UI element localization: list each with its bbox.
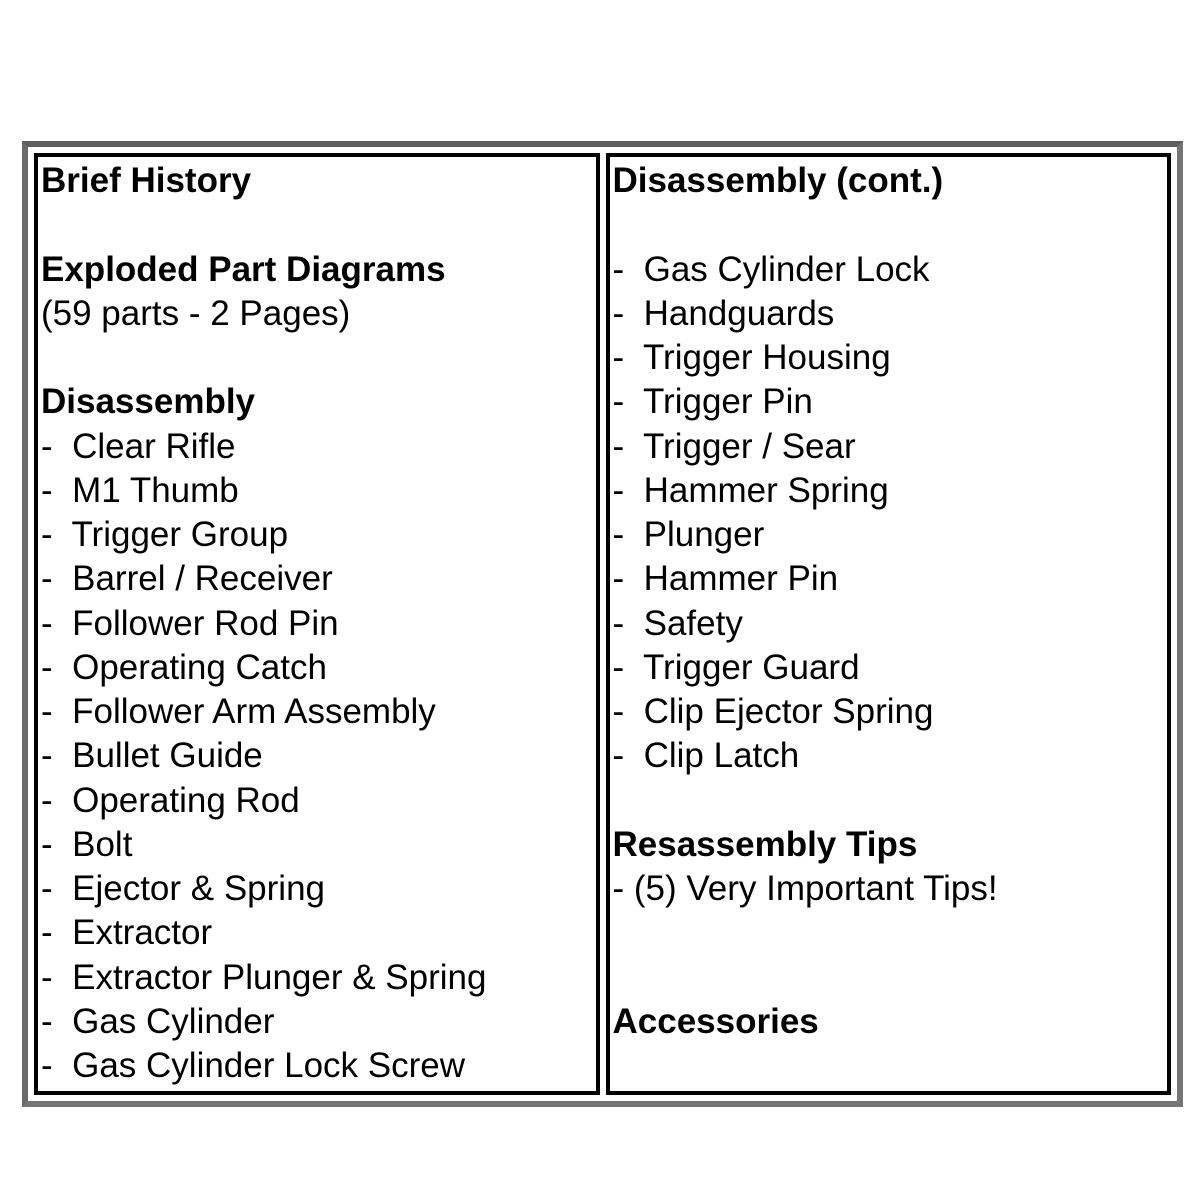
toc-item: - Gas Cylinder Lock [612,249,930,289]
toc-item: - (5) Very Important Tips! [612,869,998,908]
toc-item: - Follower Arm Assembly [41,692,436,731]
blank-line [41,336,594,380]
toc-item: - Bolt [41,824,133,864]
toc-item: - Plunger [612,515,765,554]
toc-item: - Trigger / Sear [612,426,856,466]
heading-accessories: Accessories [612,1001,819,1041]
toc-item: - Barrel / Receiver [41,559,333,599]
blank-line [613,956,1166,1000]
toc-item: - Bullet Guide [41,736,263,776]
toc-item: - Clip Ejector Spring [612,692,934,731]
blank-line [41,203,594,247]
toc-item: - Ejector & Spring [41,869,325,908]
toc-item: - Extractor Plunger & Spring [41,957,487,997]
toc-item: - Gas Cylinder Lock Screw [41,1046,466,1085]
toc-item: - Extractor [41,913,213,953]
toc-item: - Handguards [612,293,835,333]
toc-left-column [34,153,600,1095]
toc-item: - Follower Rod Pin [41,603,339,643]
toc-item: - Gas Cylinder [41,1001,275,1041]
heading-disassembly: Disassembly [41,382,256,422]
subtitle-parts-pages: (59 parts - 2 Pages) [41,293,351,333]
heading-reassembly-tips: Resassembly Tips [612,824,918,864]
toc-item: - M1 Thumb [41,470,239,510]
toc-item: - Trigger Housing [612,338,891,377]
toc-item: - Clear Rifle [41,426,236,466]
contents-table [22,141,1183,1107]
toc-item: - Trigger Group [41,515,289,554]
toc-item: - Operating Catch [41,647,327,687]
blank-line [613,1044,1166,1088]
toc-item: - Hammer Pin [612,559,839,599]
heading-disassembly-cont: Disassembly (cont.) [612,161,944,200]
blank-line [613,203,1166,247]
toc-item: - Clip Latch [612,736,800,776]
toc-item: - Trigger Pin [612,382,813,422]
toc-item: - Trigger Guard [612,647,860,687]
toc-right-column [606,153,1172,1095]
blank-line [613,911,1166,955]
toc-item: - Hammer Spring [612,470,889,510]
toc-item: - Safety [612,603,743,643]
heading-exploded-part-diagrams: Exploded Part Diagrams [41,249,446,289]
heading-brief-history: Brief History [41,161,252,200]
blank-line [613,779,1166,823]
toc-item: - Operating Rod [41,780,300,820]
